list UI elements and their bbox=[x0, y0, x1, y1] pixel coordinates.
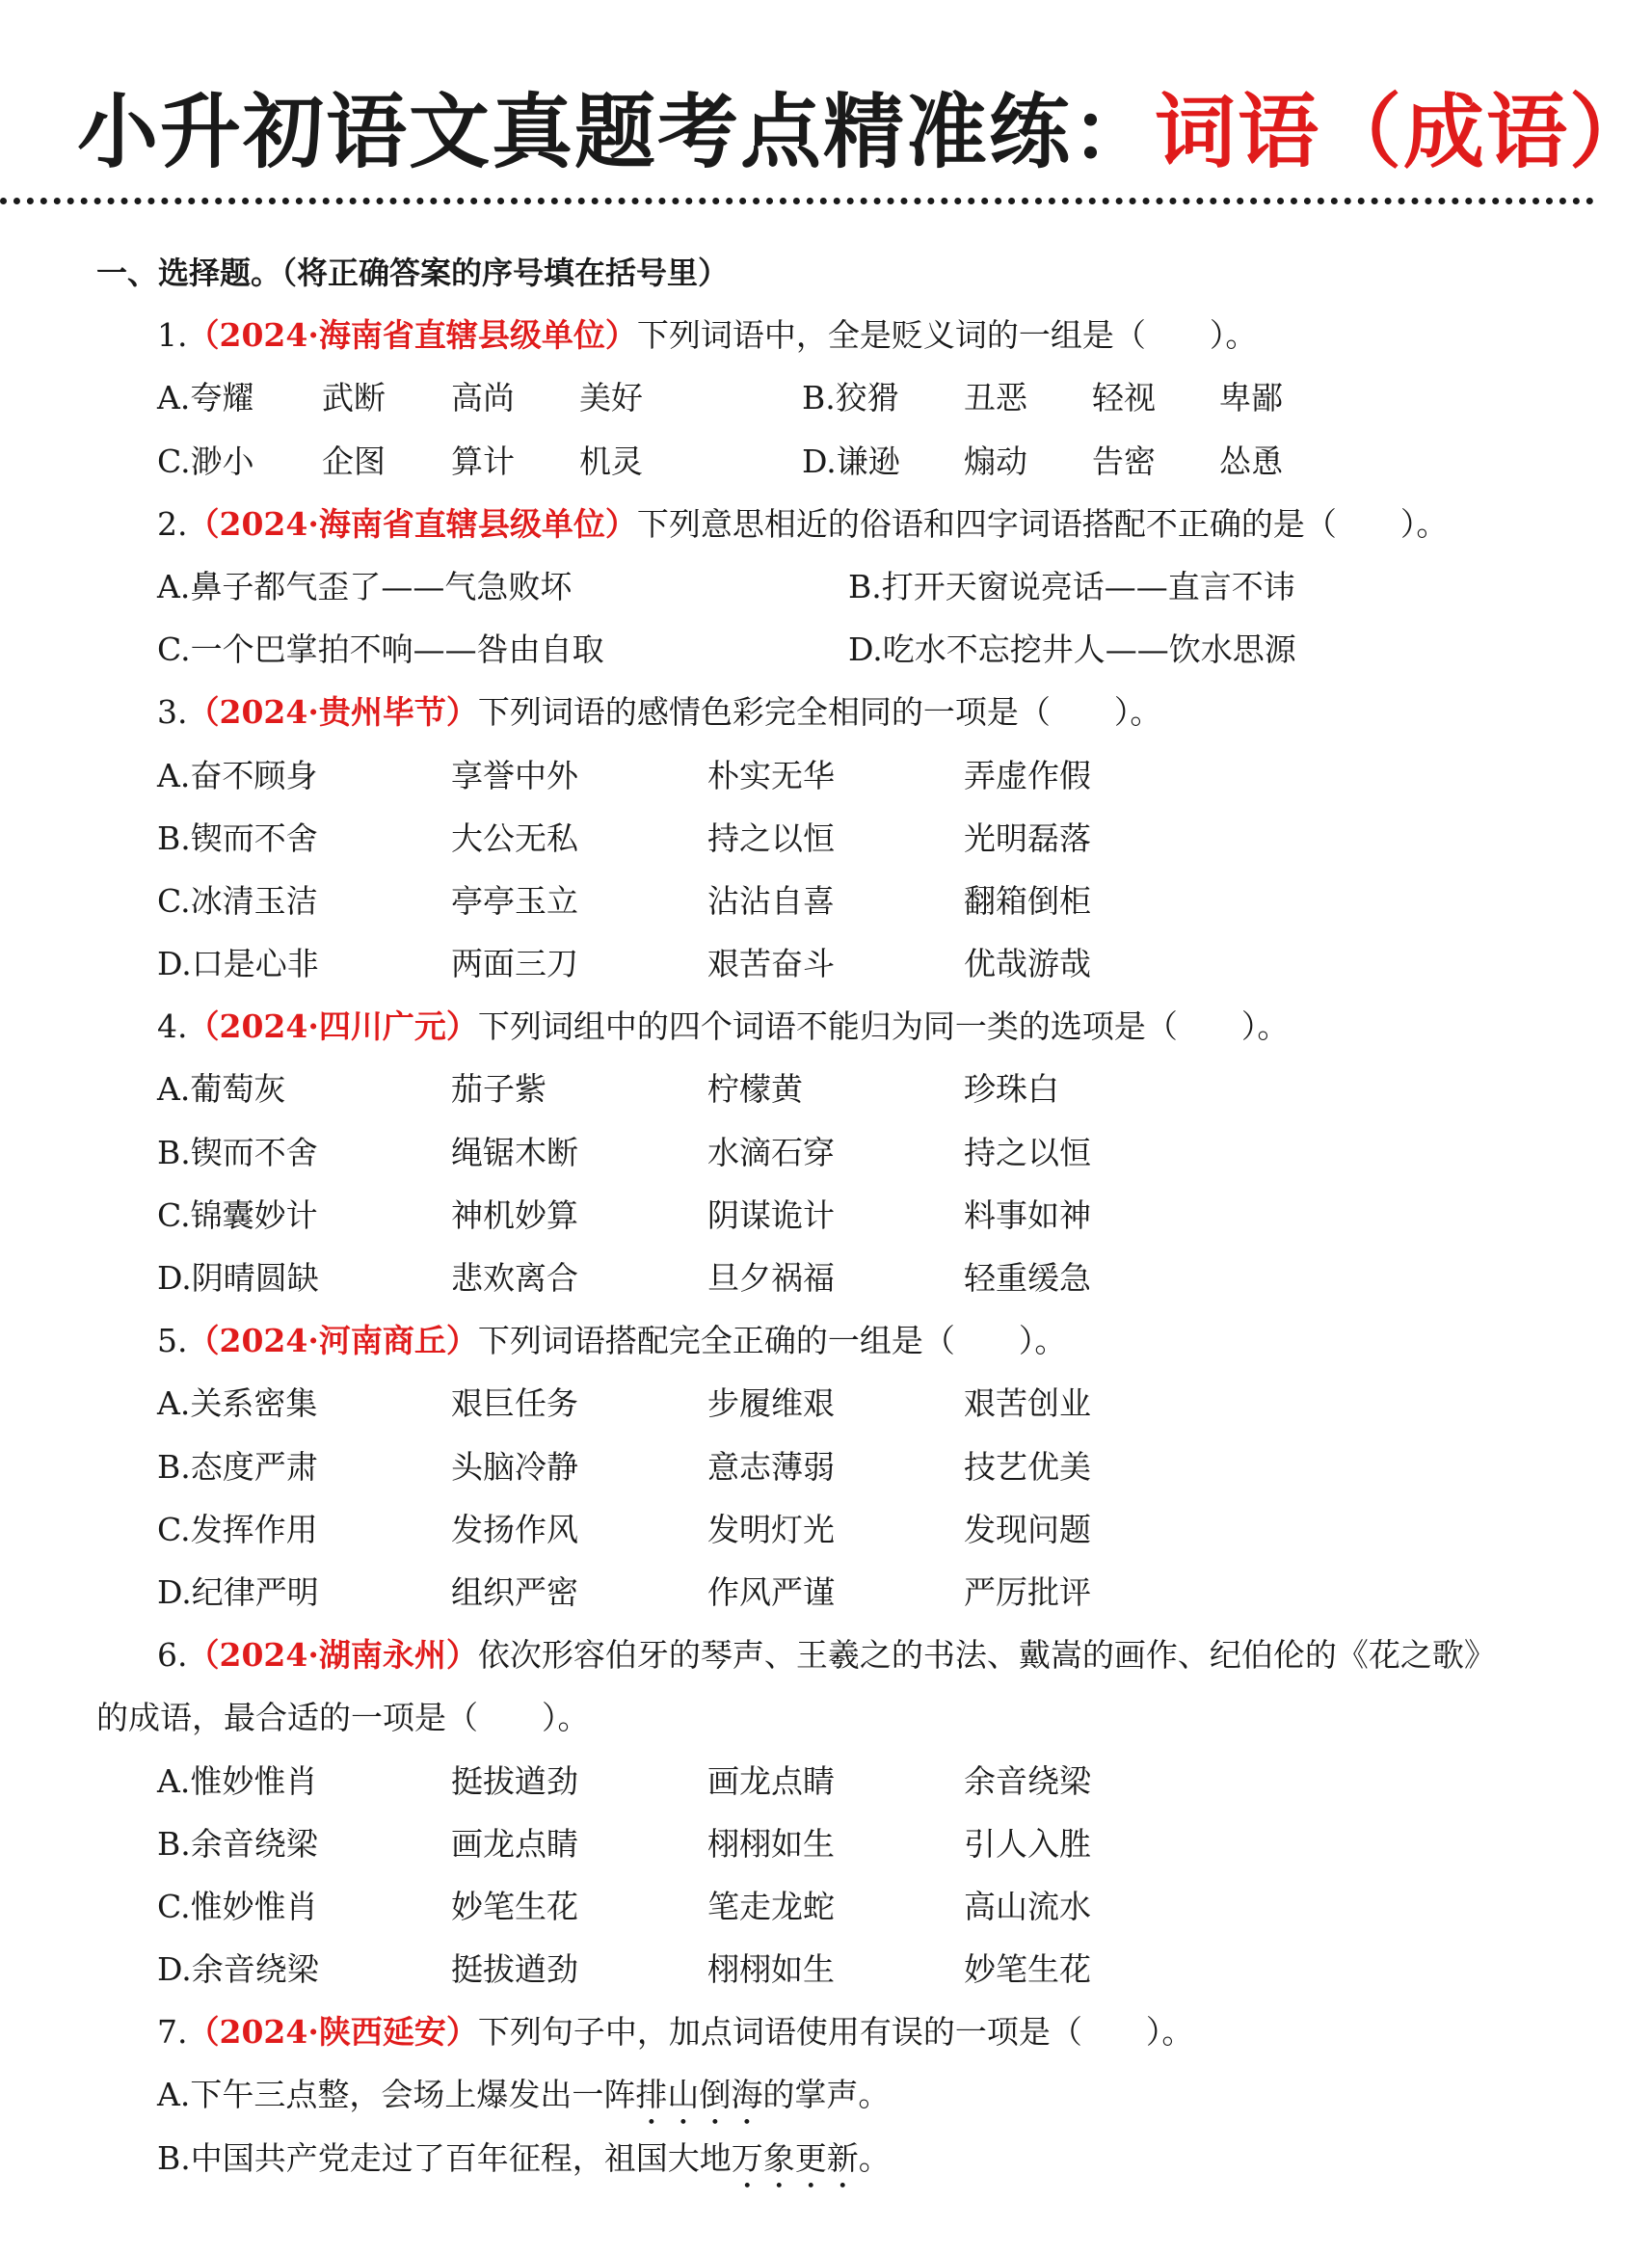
option-row bbox=[0, 752, 1594, 815]
option-d: D.余音绕梁 bbox=[157, 1950, 319, 1989]
option-word: 高山流水 bbox=[964, 1887, 1091, 1925]
option-word: 挺拔遒劲 bbox=[451, 1950, 578, 1989]
option-word: 轻视 bbox=[1092, 379, 1156, 417]
option-word: 怂恿 bbox=[1219, 442, 1283, 480]
option-b: B.余音绕梁 bbox=[157, 1824, 318, 1863]
option-a: A.惟妙惟肖 bbox=[157, 1761, 318, 1800]
option-row bbox=[0, 563, 1594, 626]
sentence-option-b: B.中国共产党走过了百年征程，祖国大地万象更新。 bbox=[157, 2138, 891, 2177]
option-word: 企图 bbox=[322, 442, 386, 480]
option-row bbox=[0, 1443, 1594, 1506]
option-b: B.打开天窗说亮话——直言不讳 bbox=[848, 567, 1295, 605]
question-stem: 下列词语搭配完全正确的一组是（ ）。 bbox=[477, 1322, 1067, 1360]
option-row bbox=[0, 1129, 1594, 1192]
option-a: A.鼻子都气歪了——气急败坏 bbox=[157, 567, 573, 605]
option-word: 沾沾自喜 bbox=[707, 881, 835, 920]
option-word: 引人入胜 bbox=[964, 1824, 1091, 1863]
dotted-divider bbox=[0, 198, 1594, 204]
question-4 bbox=[0, 1003, 1594, 1065]
option-c: C.发挥作用 bbox=[157, 1510, 318, 1548]
option-word: 珍珠白 bbox=[964, 1070, 1059, 1109]
question-source: （2024·四川广元） bbox=[187, 1007, 478, 1046]
option-row bbox=[0, 940, 1594, 1003]
option-row bbox=[0, 1065, 1594, 1128]
option-word: 亭亭玉立 bbox=[451, 881, 578, 920]
question-stem: 下列词语中，全是贬义词的一组是（ ）。 bbox=[636, 316, 1258, 355]
question-source: （2024·海南省直辖县级单位） bbox=[187, 316, 637, 355]
option-word: 技艺优美 bbox=[964, 1447, 1091, 1486]
emphasized-word: 排山倒海 bbox=[635, 2076, 763, 2114]
option-word: 柠檬黄 bbox=[707, 1070, 803, 1109]
option-word: 艰苦奋斗 bbox=[707, 945, 835, 983]
option-word: 挺拔遒劲 bbox=[451, 1761, 578, 1800]
option-d: D.谦逊 bbox=[802, 442, 900, 480]
option-word: 享誉中外 bbox=[451, 756, 578, 794]
emphasized-word: 万象更新 bbox=[731, 2138, 859, 2177]
question-stem: 下列词组中的四个词语不能归为同一类的选项是（ ）。 bbox=[477, 1007, 1290, 1046]
option-row bbox=[0, 1380, 1594, 1442]
option-word: 步履维艰 bbox=[707, 1384, 835, 1423]
option-word: 卑鄙 bbox=[1219, 379, 1283, 417]
question-number: 6. bbox=[157, 1636, 188, 1675]
option-row bbox=[0, 1758, 1594, 1820]
option-word: 悲欢离合 bbox=[451, 1259, 578, 1297]
question-source: （2024·陕西延安） bbox=[187, 2013, 478, 2052]
option-word: 翻箱倒柜 bbox=[964, 881, 1091, 920]
worksheet-content bbox=[0, 249, 1594, 2197]
page-title bbox=[77, 67, 1652, 183]
option-d: D.吃水不忘挖井人——饮水思源 bbox=[848, 631, 1296, 669]
option-b: B.态度严肃 bbox=[157, 1447, 318, 1486]
question-source: （2024·海南省直辖县级单位） bbox=[187, 504, 637, 543]
question-7 bbox=[0, 2008, 1594, 2071]
option-word: 丑恶 bbox=[964, 379, 1027, 417]
option-word: 煽动 bbox=[964, 442, 1027, 480]
option-b: B.狡猾 bbox=[802, 379, 899, 417]
option-c: C.渺小 bbox=[157, 442, 254, 480]
question-stem: 依次形容伯牙的琴声、王羲之的书法、戴嵩的画作、纪伯伦的《花之歌》 bbox=[477, 1636, 1496, 1675]
option-word: 美好 bbox=[579, 379, 643, 417]
question-5 bbox=[0, 1317, 1594, 1380]
option-c: C.冰清玉洁 bbox=[157, 881, 318, 920]
option-word: 栩栩如生 bbox=[707, 1824, 835, 1863]
option-word: 高尚 bbox=[451, 379, 515, 417]
option-row bbox=[0, 438, 1594, 500]
option-word: 光明磊落 bbox=[964, 819, 1091, 857]
option-row bbox=[0, 626, 1594, 688]
option-c: C.惟妙惟肖 bbox=[157, 1887, 318, 1925]
question-2 bbox=[0, 500, 1594, 563]
option-row bbox=[0, 1820, 1594, 1883]
option-row bbox=[0, 1192, 1594, 1254]
option-row bbox=[0, 877, 1594, 940]
option-word: 弄虚作假 bbox=[964, 756, 1091, 794]
option-row bbox=[0, 1946, 1594, 2008]
option-d: D.口是心非 bbox=[157, 945, 319, 983]
question-source: （2024·河南商丘） bbox=[187, 1322, 478, 1360]
option-a: A.葡萄灰 bbox=[157, 1070, 286, 1109]
option-row bbox=[0, 1254, 1594, 1317]
option-word: 告密 bbox=[1092, 442, 1156, 480]
option-word: 大公无私 bbox=[451, 819, 578, 857]
option-word: 算计 bbox=[451, 442, 515, 480]
option-word: 优哉游哉 bbox=[964, 945, 1091, 983]
option-word: 水滴石穿 bbox=[707, 1133, 835, 1171]
option-word: 严厉批评 bbox=[964, 1572, 1091, 1611]
option-word: 发明灯光 bbox=[707, 1510, 835, 1548]
option-word: 发现问题 bbox=[964, 1510, 1091, 1548]
title-highlight: 词语（成语） bbox=[1155, 85, 1652, 179]
question-number: 2. bbox=[157, 504, 188, 543]
option-row bbox=[0, 374, 1594, 437]
question-6-continued: 的成语，最合适的一项是（ ）。 bbox=[96, 1699, 590, 1737]
option-word: 旦夕祸福 bbox=[707, 1259, 835, 1297]
question-number: 3. bbox=[157, 693, 188, 732]
option-word: 机灵 bbox=[579, 442, 643, 480]
option-a: A.夸耀 bbox=[157, 379, 254, 417]
option-word: 持之以恒 bbox=[707, 819, 835, 857]
question-number: 5. bbox=[157, 1322, 188, 1360]
option-word: 笔走龙蛇 bbox=[707, 1887, 835, 1925]
option-c: C.锦囊妙计 bbox=[157, 1195, 318, 1234]
option-word: 绳锯木断 bbox=[451, 1133, 578, 1171]
question-6 bbox=[0, 1631, 1594, 1694]
question-1 bbox=[0, 311, 1594, 374]
option-word: 妙笔生花 bbox=[451, 1887, 578, 1925]
option-word: 头脑冷静 bbox=[451, 1447, 578, 1486]
option-c: C.一个巴掌拍不响——咎由自取 bbox=[157, 631, 604, 669]
option-word: 意志薄弱 bbox=[707, 1447, 835, 1486]
option-word: 妙笔生花 bbox=[964, 1950, 1091, 1989]
question-number: 1. bbox=[157, 316, 188, 355]
section-heading: 一、选择题。（将正确答案的序号填在括号里） bbox=[96, 255, 730, 291]
title-main: 小升初语文真题考点精准练： bbox=[77, 85, 1156, 179]
sentence-option-a: A.下午三点整，会场上爆发出一阵排山倒海的掌声。 bbox=[157, 2076, 891, 2114]
option-word: 轻重缓急 bbox=[964, 1259, 1091, 1297]
option-word: 阴谋诡计 bbox=[707, 1195, 835, 1234]
option-row bbox=[0, 1883, 1594, 1946]
option-row bbox=[0, 1506, 1594, 1569]
option-row bbox=[0, 815, 1594, 877]
option-b: B.锲而不舍 bbox=[157, 1133, 318, 1171]
question-source: （2024·湖南永州） bbox=[187, 1636, 478, 1675]
option-word: 组织严密 bbox=[451, 1572, 578, 1611]
option-d: D.阴晴圆缺 bbox=[157, 1259, 319, 1297]
question-3 bbox=[0, 688, 1594, 751]
option-word: 发扬作风 bbox=[451, 1510, 578, 1548]
option-word: 两面三刀 bbox=[451, 945, 578, 983]
option-row bbox=[0, 1569, 1594, 1631]
question-number: 4. bbox=[157, 1007, 188, 1046]
option-b: B.锲而不舍 bbox=[157, 819, 318, 857]
question-source: （2024·贵州毕节） bbox=[187, 693, 478, 732]
option-d: D.纪律严明 bbox=[157, 1572, 319, 1611]
question-stem: 下列意思相近的俗语和四字词语搭配不正确的是（ ）。 bbox=[636, 504, 1449, 543]
option-word: 神机妙算 bbox=[451, 1195, 578, 1234]
option-word: 艰苦创业 bbox=[964, 1384, 1091, 1423]
option-word: 料事如神 bbox=[964, 1195, 1091, 1234]
option-word: 持之以恒 bbox=[964, 1133, 1091, 1171]
question-stem: 下列句子中，加点词语使用有误的一项是（ ）。 bbox=[477, 2013, 1194, 2052]
option-a: A.奋不顾身 bbox=[157, 756, 318, 794]
option-word: 艰巨任务 bbox=[451, 1384, 578, 1423]
option-word: 武断 bbox=[322, 379, 386, 417]
option-word: 作风严谨 bbox=[707, 1572, 835, 1611]
option-word: 茄子紫 bbox=[451, 1070, 546, 1109]
option-a: A.关系密集 bbox=[157, 1384, 318, 1423]
option-word: 余音绕梁 bbox=[964, 1761, 1091, 1800]
option-word: 朴实无华 bbox=[707, 756, 835, 794]
question-number: 7. bbox=[157, 2013, 188, 2052]
option-word: 画龙点睛 bbox=[451, 1824, 578, 1863]
option-word: 栩栩如生 bbox=[707, 1950, 835, 1989]
question-stem: 下列词语的感情色彩完全相同的一项是（ ）。 bbox=[477, 693, 1162, 732]
option-word: 画龙点睛 bbox=[707, 1761, 835, 1800]
